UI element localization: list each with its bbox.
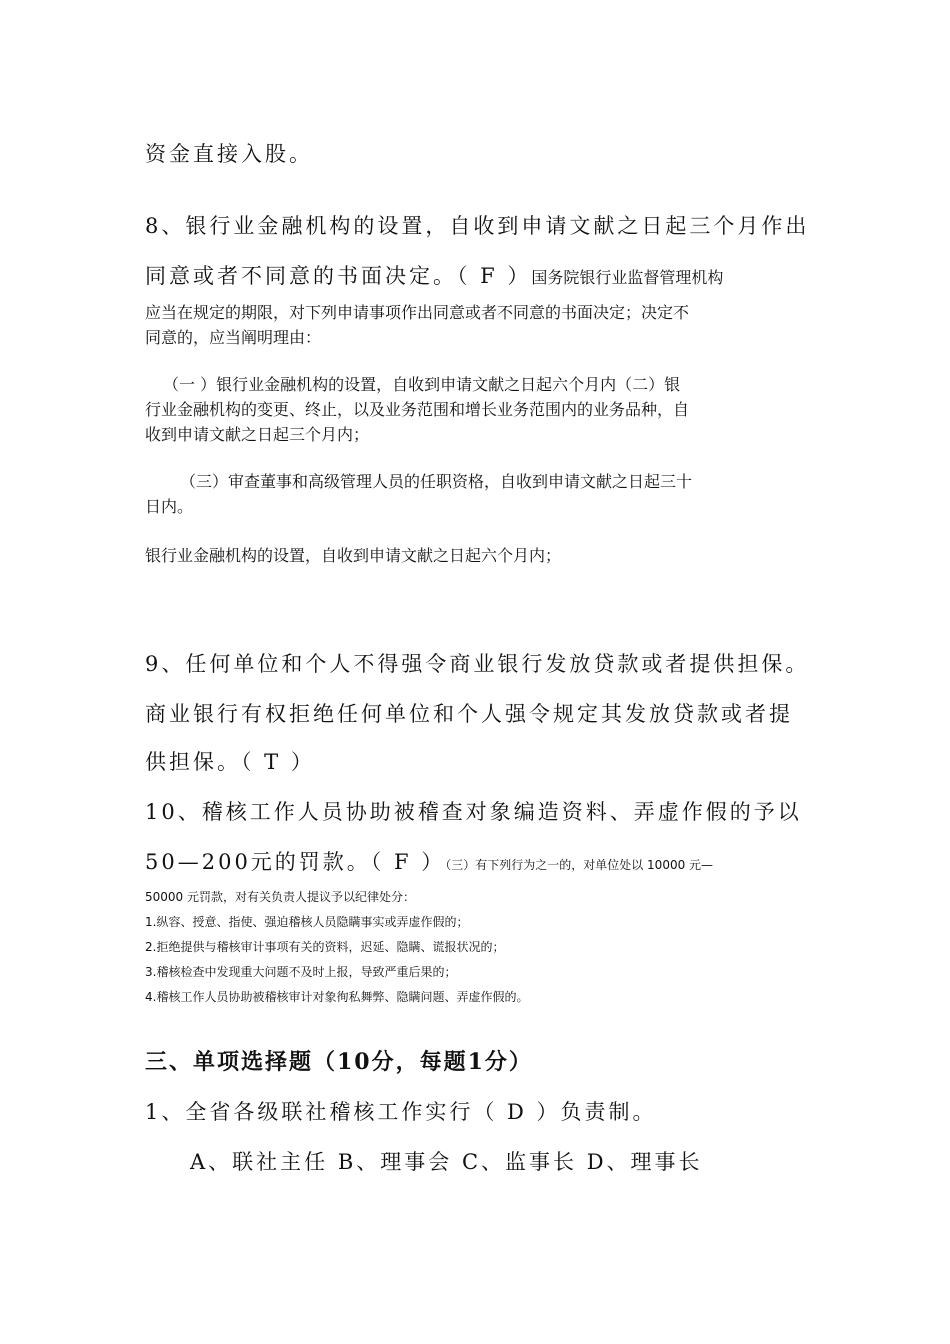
explanation-line: 1.纵容、授意、指使、强迫稽核人员隐瞒事实或弄虚作假的；	[145, 915, 469, 929]
choice-options: A、联社主任 B、理事会 C、监事长 D、理事长	[190, 1150, 703, 1174]
explanation-note: 国务院银行业监督管理机构	[531, 268, 724, 287]
question-8-line-1: 8、银行业金融机构的设置，自收到申请文献之日起三个月作出	[145, 214, 810, 238]
text-line: 资金直接入股。	[145, 142, 313, 166]
explanation-line: 应当在规定的期限，对下列申请事项作出同意或者不同意的书面决定；决定不	[145, 303, 690, 322]
explanation-line: 收到申请文献之日起三个月内；	[145, 425, 370, 444]
explanation-line: （一 ）银行业金融机构的设置，自收到申请文献之日起六个月内（二）银	[163, 375, 681, 394]
explanation-line: 2.拒绝提供与稽核审计事项有关的资料，迟延、隐瞒、谎报状况的；	[145, 940, 505, 954]
explanation-line: 日内。	[145, 497, 194, 516]
explanation-line: 50000 元罚款，对有关负责人提议予以纪律处分：	[145, 890, 415, 904]
explanation-line: 银行业金融机构的设置，自收到申请文献之日起六个月内；	[145, 546, 562, 565]
question-9-line-2: 商业银行有权拒绝任何单位和个人强令规定其发放贷款或者提	[145, 702, 793, 726]
question-10-line-2	[145, 846, 713, 876]
question-8-answer: 同意或者不同意的书面决定。（ F ）	[145, 264, 532, 288]
question-8-line-2	[145, 260, 723, 290]
question-9-line-1: 9、任何单位和个人不得强令商业银行发放贷款或者提供担保。	[145, 652, 810, 676]
explanation-line: 4.稽核工作人员协助被稽核审计对象徇私舞弊、隐瞒问题、弄虚作假的。	[145, 990, 529, 1004]
question-9-answer: 供担保。（ T ）	[145, 750, 315, 774]
explanation-line: （三）审查董事和高级管理人员的任职资格，自收到申请文献之日起三十	[180, 472, 693, 491]
choice-question-1: 1、全省各级联社稽核工作实行（ D ）负责制。	[145, 1100, 657, 1124]
explanation-line: 3.稽核检查中发现重大问题不及时上报，导致严重后果的；	[145, 965, 457, 979]
section-heading: 三、单项选择题（10分，每题1分）	[145, 1049, 533, 1075]
explanation-line: 同意的，应当阐明理由：	[145, 328, 322, 347]
explanation-line: 行业金融机构的变更、终止，以及业务范围和增长业务范围内的业务品种，自	[145, 400, 690, 419]
explanation-note: （三）有下列行为之一的，对单位处以 10000 元—	[445, 858, 714, 872]
question-10-answer: 50—200元的罚款。（ F ）	[145, 850, 446, 874]
question-10-line-1: 10、稽核工作人员协助被稽查对象编造资料、弄虚作假的予以	[145, 800, 802, 824]
